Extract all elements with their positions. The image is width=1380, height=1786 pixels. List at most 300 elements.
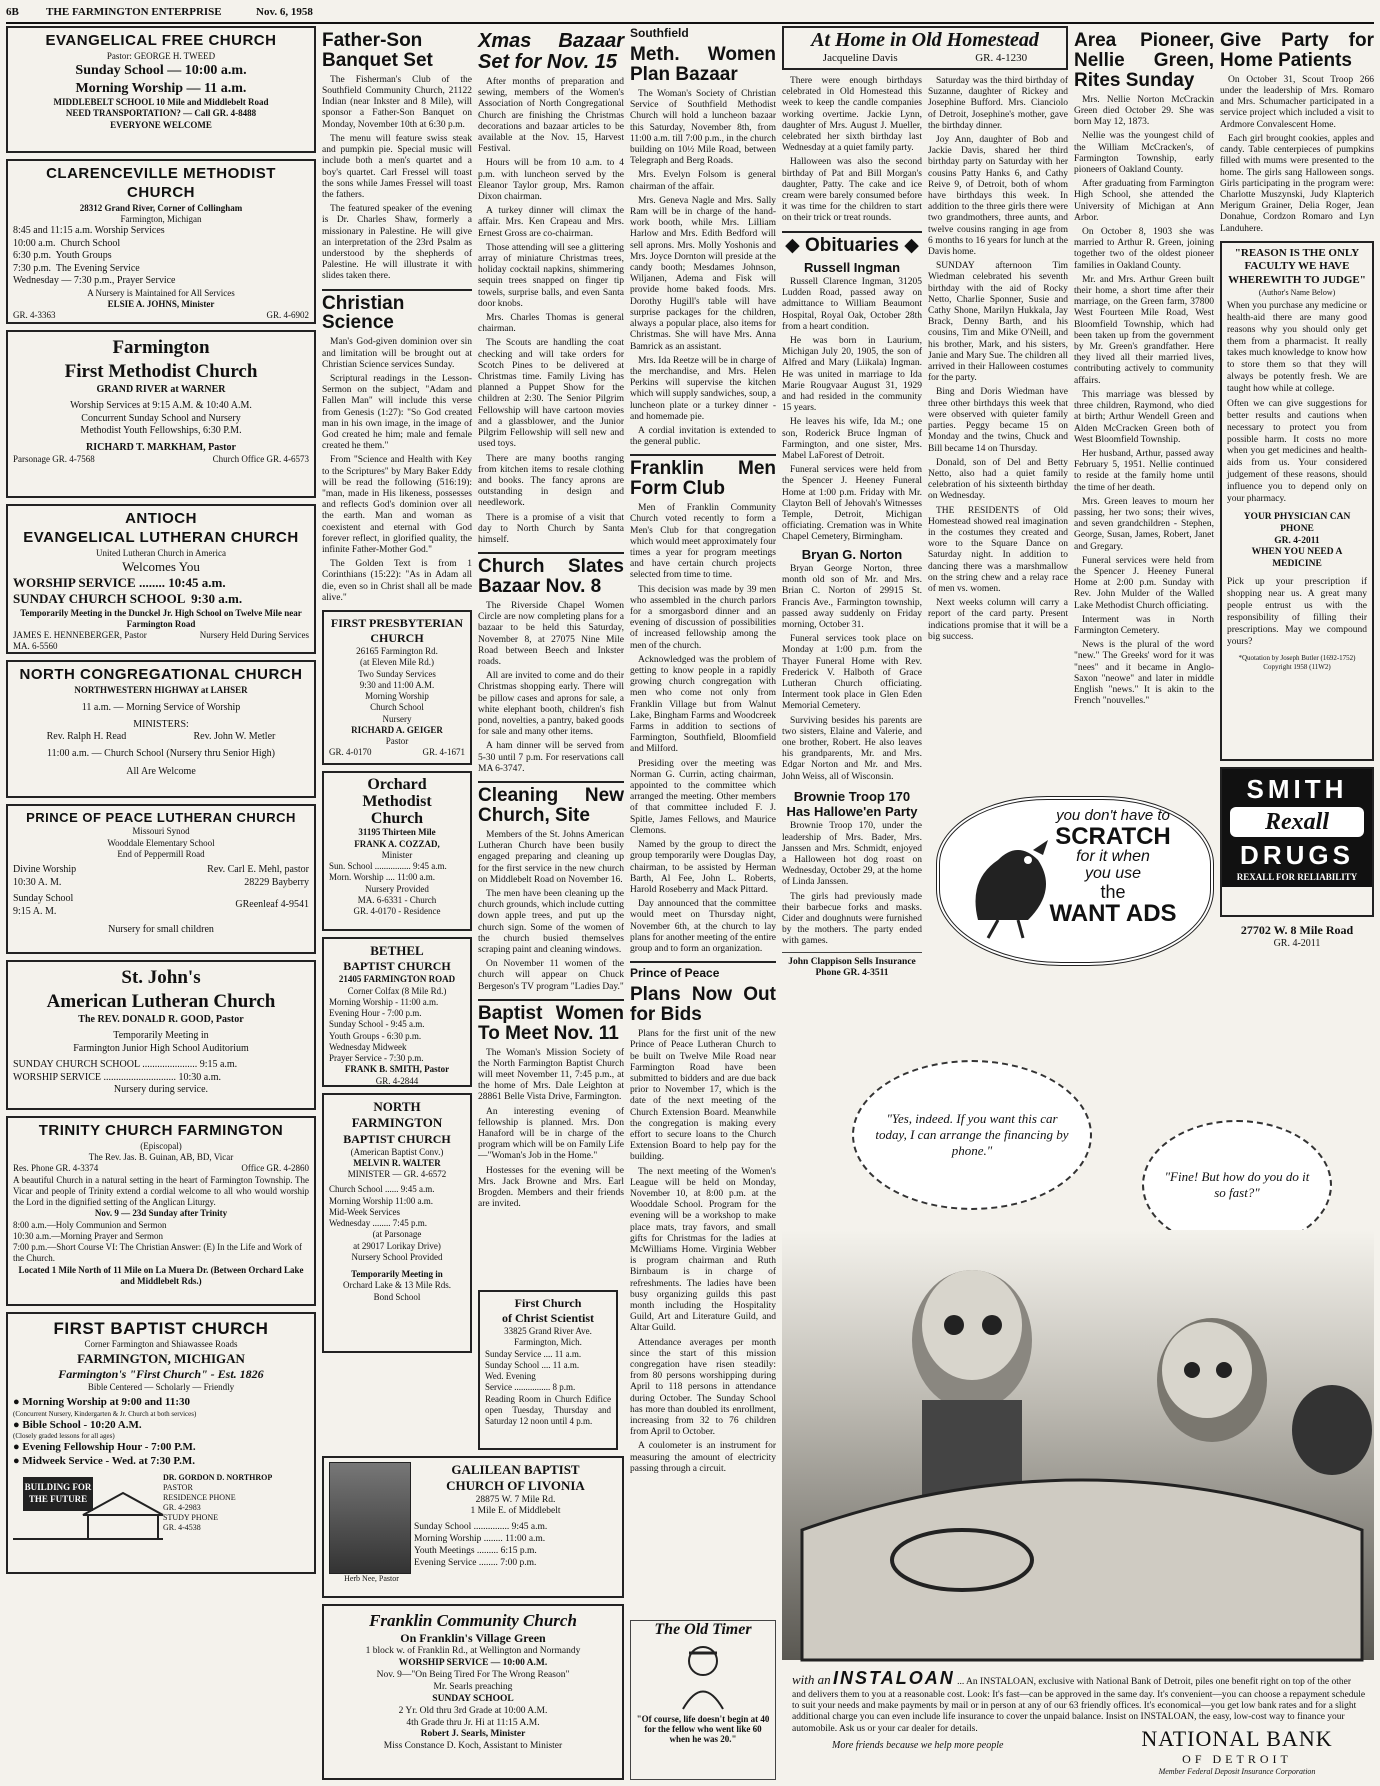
home-column-header bbox=[782, 26, 1068, 70]
ad-title: CLARENCEVILLE METHODIST CHURCH bbox=[46, 165, 276, 201]
article-meth-women bbox=[630, 26, 776, 448]
store-type: DRUGS bbox=[1240, 840, 1354, 871]
cartoon-title: The Old Timer bbox=[654, 1621, 752, 1638]
paragraph: Mrs. Ida Reetze will be in charge of the merchandise, and Mrs. Helen Perkins will supervise the kitchen which will supply sandwiches, soup, a luncheon plate or a turkey dinner - and homemade pie. bbox=[630, 355, 776, 422]
paragraph: The featured speaker of the evening is Dr. Charles Shaw, formerly a missionary in Palestine. He will give an interpretation of the 23rd Psalm as understood by the shepherds of Palestine. He will illustrate it with slides taken there. bbox=[322, 204, 472, 282]
phone: GR. 4-1671 bbox=[422, 747, 465, 758]
phone: GR. 4-3363 bbox=[13, 310, 56, 320]
service-line: Wednesday Midweek bbox=[329, 1041, 407, 1052]
ad-title: Franklin Community Church bbox=[369, 1611, 577, 1630]
bullet-icon: ● bbox=[13, 1418, 20, 1431]
ad-national-bank bbox=[782, 1060, 1374, 1780]
phone: GR. 4-4538 bbox=[163, 1522, 201, 1532]
photo-caption: Herb Nee, Pastor bbox=[344, 1574, 399, 1583]
service-line: Divine Worship bbox=[13, 864, 77, 875]
service-line: Sunday Service .... 11 a.m. bbox=[485, 1348, 582, 1359]
pastor-label: PASTOR bbox=[163, 1482, 193, 1492]
address: GRAND RIVER at WARNER bbox=[96, 383, 226, 395]
phone-label: STUDY PHONE bbox=[163, 1512, 219, 1522]
pastor: The REV. DONALD R. GOOD, Pastor bbox=[78, 1013, 244, 1025]
service-line: Morning Worship at 9:00 and 11:30 bbox=[22, 1396, 190, 1408]
headline: Franklin Men Form Club bbox=[630, 454, 776, 499]
headline: Cleaning New Church, Site bbox=[478, 781, 624, 826]
article-church-slates bbox=[478, 552, 624, 775]
car-photo bbox=[782, 1230, 1374, 1660]
paragraph: This decision was made by 39 men who assembled in the church parlors for a smorgasbord dinner and an evening of discussion of possibilities of increased fellowship among the men of the church. bbox=[630, 584, 776, 651]
service-line: Methodist Youth Fellowships, 6:30 P.M. bbox=[80, 425, 242, 436]
paragraph: Hostesses for the evening will be Mrs. Jack Browne and Mrs. Earl Brogden. Members and their friends are invited. bbox=[478, 1165, 624, 1210]
tagline: Farmington's "First Church" - Est. 1826 bbox=[58, 1366, 264, 1381]
pastor: Rev. Carl E. Mehl, pastor bbox=[207, 864, 309, 875]
old-timer-cartoon bbox=[630, 1620, 776, 1780]
ad-title: American Lutheran Church bbox=[46, 990, 276, 1012]
phone: Church Office GR. 4-6573 bbox=[212, 454, 309, 464]
service-line: Two Sunday Services bbox=[358, 668, 436, 679]
attribution: (Author's Name Below) bbox=[1258, 287, 1336, 297]
minister-label: Minister bbox=[381, 849, 413, 860]
ad-line: you use bbox=[1084, 864, 1142, 882]
service-line: Service ................ 8 p.m. bbox=[485, 1382, 576, 1393]
speech-bubble: "Yes, indeed. If you want this car today, I can arrange the financing by phone." bbox=[852, 1060, 1092, 1210]
paragraph: The Woman's Mission Society of the North Farmington Baptist Church will meet November 11, 7:45 p.m., at the home of Mrs. Dale Leighton at 28861 Belle Vista Drive, Farmington. bbox=[478, 1047, 624, 1103]
paragraph: Halloween was also the second birthday of Pat and Bill Morgan's daughter, Patty. The cake and ice cream were barely consumed before it was time for the children to start on their trick or treat rounds. bbox=[782, 157, 922, 224]
puppets-in-car-illustration bbox=[782, 1230, 1374, 1660]
tagline: Bible Centered — Scholarly — Friendly bbox=[87, 1381, 235, 1392]
column-4 bbox=[630, 26, 776, 1626]
paragraph: Scriptural readings in the Lesson-Sermon on the subject, "Adam and Fallen Man" will include this verse from Genesis (1:27): "So God created man in his own image, in the image of God created he him; male and female created he them." bbox=[322, 374, 472, 452]
service-line: 11 a.m. — Morning Service of Worship bbox=[81, 702, 241, 713]
minister: Rev. Ralph H. Read bbox=[46, 731, 127, 742]
headline: Xmas Bazaar Set for Nov. 15 bbox=[478, 30, 624, 73]
ad-line: the bbox=[1100, 881, 1126, 902]
paragraph: News is the plural of the word "new." The Greeks' word for it was "nees" and it became in Anglo-Saxon "neowe" and later in middle English "news." It is akin to the French "nouvelles." bbox=[1074, 640, 1214, 707]
paragraph: Man's God-given dominion over sin and limitation will be brought out at Christian Science services Sunday. bbox=[322, 337, 472, 370]
headline: Church Slates Bazaar Nov. 8 bbox=[478, 552, 624, 597]
column-5 bbox=[782, 76, 922, 978]
ad-title: BETHEL bbox=[370, 943, 424, 959]
paragraph: Next weeks column will carry a report of the card party. Present indications promise that it will be a big success. bbox=[928, 598, 1068, 642]
ad-copy: ... An INSTALOAN, exclusive with National Bank of Detroit, piles one benefit right on top of the other and delivers them to you at a reasonable cost. Look: It's fast—can be approved in the same day. It's convenient—you can choose a repayment schedule to suit your needs and make payments by mail or in person at any of our 63 friendly offices. It's economical—you get low bank rates and for a slight additional charge you can even include life insurance to cover the unpaid balance. Insist on INSTALOAN, the easy, low-cost way to finance your automobile. Ask us or your car dealer for details. bbox=[792, 1677, 1366, 1734]
vicar: The Rev. Jas. B. Guinan, AB, BD, Vicar bbox=[88, 1152, 234, 1162]
minister: Rev. John W. Metler bbox=[193, 731, 276, 742]
phone: GR. 4-1230 bbox=[975, 52, 1028, 64]
ad-evangelical-free bbox=[6, 26, 316, 153]
ad-title: St. John's bbox=[121, 967, 201, 988]
service-line: Morning Worship ........ 11:00 a.m. bbox=[414, 1534, 546, 1545]
phone: MA. 6-6331 - Church bbox=[357, 894, 437, 905]
location: Temporarily Meeting in the Dunckel Jr. High School on Twelve Mile near Farmington Road bbox=[20, 607, 302, 629]
paragraph: THE RESIDENTS of Old Homestead showed real imagination in the costumes they created and wore to the Square Dance on Saturday night. In addition to dancing there was a marshmallow on the string chew and a relay race of men vs. women. bbox=[928, 505, 1068, 594]
paragraph: After graduating from Farmington High School, she attended the University of Michigan at Ann Arbor. bbox=[1074, 179, 1214, 223]
service-time: 9:15 A. M. bbox=[13, 905, 57, 917]
service-line: Sunday School — 10:00 a.m. bbox=[75, 63, 247, 78]
ad-title: Church bbox=[370, 809, 424, 827]
welcome: EVERYONE WELCOME bbox=[110, 119, 212, 130]
ad-title: NORTH CONGREGATIONAL CHURCH bbox=[19, 666, 303, 683]
service-line: Wed. Evening bbox=[485, 1371, 536, 1381]
service-line: 2 Yr. Old thru 3rd Grade at 10:00 A.M. bbox=[398, 1705, 548, 1716]
service-line: WORSHIP SERVICE ........ 10:45 a.m. bbox=[13, 575, 226, 590]
phone: GR. 4-2844 bbox=[375, 1075, 419, 1086]
service-line: 8:00 a.m.—Holy Communion and Sermon bbox=[13, 1219, 167, 1230]
slogan: More friends because we help more people bbox=[832, 1740, 1004, 1751]
location: Located 1 Mile North of 11 Mile on La Muera Dr. (Between Orchard Lake and Middlebelt Rds.) bbox=[18, 1264, 304, 1286]
ad-title: EVANGELICAL LUTHERAN CHURCH bbox=[23, 528, 299, 546]
address: 31195 Thirteen Mile bbox=[358, 827, 436, 838]
location: Temporarily Meeting in bbox=[351, 1269, 443, 1280]
paragraph: Attendance averages per month since the start of this mission congregation have risen steadily: from 80 persons worshipping during April to 118 persons in attendance during October. The Sunday School has more than doubled its enrollment, increasing from 32 to 76 children from April to October. bbox=[630, 1337, 776, 1438]
ad-title: First Church bbox=[514, 1296, 582, 1310]
service-line: Morn. Worship .... 11:00 a.m. bbox=[329, 872, 436, 883]
paper-name: THE FARMINGTON ENTERPRISE bbox=[46, 6, 222, 18]
kicker: Prince of Peace bbox=[630, 961, 776, 980]
service-note: (Closely graded lessons for all ages) bbox=[13, 1432, 115, 1441]
pastor: RICHARD A. GEIGER bbox=[351, 724, 443, 735]
paragraph: Nellie was the youngest child of the William McCracken's, of Farmington Township, early pioneers of Oakland County. bbox=[1074, 131, 1214, 176]
page-number: 6B bbox=[6, 6, 19, 18]
paragraph: Acknowledged was the problem of getting to know people in a rapidly growing church congregation with men who come not only from Franklin Village but from Walnut Lake, Bingham Farms and Woodcreek Farms in addition to sections of Farmington, Southfield, Bloomfield and Milford. bbox=[630, 654, 777, 755]
paragraph: Members of the St. Johns American Lutheran Church have been busily engaged preparing and cleaning up for the first service in the new church on Middlebelt Road on November 16. bbox=[478, 829, 624, 885]
city: FARMINGTON, MICHIGAN bbox=[77, 1350, 245, 1366]
sermon: Nov. 9—"On Being Tired For The Wrong Reason" bbox=[376, 1670, 570, 1680]
minister-phone: MINISTER — GR. 4-6572 bbox=[347, 1169, 447, 1180]
ad-title: ANTIOCH bbox=[125, 510, 197, 527]
ad-title: NORTH bbox=[373, 1099, 421, 1115]
service-time: 10:30 A. M. bbox=[13, 876, 62, 888]
service-line: WORSHIP SERVICE — 10:00 A.M. bbox=[398, 1658, 548, 1669]
service-line: Morning Worship bbox=[365, 691, 429, 702]
city: Farmington, Mich. bbox=[514, 1337, 582, 1348]
kicker: Southfield bbox=[630, 26, 689, 40]
ad-title: Farmington bbox=[112, 337, 210, 358]
brand-logo: Rexall bbox=[1230, 807, 1364, 837]
ad-title: GALILEAN BAPTIST bbox=[451, 1462, 580, 1477]
location: Temporarily Meeting in bbox=[113, 1030, 209, 1041]
paragraph: From "Science and Health with Key to the Scriptures" by Mary Baker Eddy will be read the following (516:19): "man, made in His likeness, possesses and reflects God's dominion over all the earth. Man and woman as coexistent and eternal with God forever reflect, in glorified quality, the infinite Father-Mother God." bbox=[322, 455, 472, 556]
paragraph: The menu will feature swiss steak and pumpkin pie. Special music will include both a men's quartet and a boy's quartet. Carl Fressel will toast the sons while James Fressel will toast the fathers. bbox=[322, 133, 472, 200]
bank-city: OF DETROIT bbox=[1182, 1752, 1292, 1766]
article-xmas-bazaar bbox=[478, 28, 624, 546]
ad-title: FIRST PRESBYTERIAN CHURCH bbox=[330, 616, 464, 646]
service-line: 4th Grade thru Jr. Hi at 11:15 A.M. bbox=[406, 1717, 540, 1728]
minister: Robert J. Searls, Minister bbox=[420, 1729, 526, 1740]
service-line: Wednesday ........ 7:45 p.m. bbox=[329, 1218, 428, 1229]
assistant: Miss Constance D. Koch, Assistant to Minister bbox=[383, 1741, 563, 1752]
service-line: 7:00 p.m.—Short Course VI: The Christian Answer: (E) In the Life and Work of the Church. bbox=[13, 1242, 302, 1264]
paragraph: Each girl brought cookies, apples and candy. Table centerpieces of pumpkins filled with mums were presented to the home. The girls sang Halloween songs. Girls participating in the program were: Charlotte Muszynski, Judy Klapterich Merigum Grainer, Delia Roger, Jean Donahue, Cordzon Romaro and Lyn Landuhere. bbox=[1220, 133, 1374, 234]
paragraph: Day announced that the committee would meet on Thursday night, November 6th, at the church to lay plans for another meeting of the entire group and to form an organization. bbox=[630, 899, 776, 954]
nursery: Nursery Provided bbox=[365, 883, 429, 894]
paragraph: Donald, son of Del and Betty Netto, also had a quiet family celebration of his sixteenth birthday on Wednesday. bbox=[928, 457, 1068, 502]
cta: YOUR PHYSICIAN CAN PHONE bbox=[1243, 511, 1351, 534]
column-8 bbox=[1220, 26, 1374, 1026]
minister: MELVIN R. WALTER bbox=[353, 1157, 441, 1168]
headline: Baptist Women To Meet Nov. 11 bbox=[478, 999, 624, 1044]
church-directory-column bbox=[6, 26, 316, 1782]
ad-line: WANT ADS bbox=[1049, 900, 1177, 928]
service-line: SUNDAY SCHOOL bbox=[432, 1693, 514, 1704]
phone: GR. 4-2983 bbox=[163, 1502, 201, 1512]
subtitle: Missouri Synod bbox=[132, 826, 190, 837]
ad-galilean-baptist bbox=[322, 1456, 624, 1598]
instaloan-logo: INSTALOAN bbox=[833, 1668, 955, 1688]
ad-title: Orchard bbox=[367, 776, 427, 794]
nursery: Nursery School Provided bbox=[351, 1251, 443, 1262]
paragraph: Saturday was the third birthday of Suzanne, daughter of Rickey and Josephine Bufford. Mrs. Cianciolo of Detroit, Josephine's mother, gave the birthday dinner. bbox=[928, 76, 1068, 131]
bullet-icon: ● bbox=[13, 1396, 20, 1408]
ad-title: BAPTIST CHURCH bbox=[343, 1131, 451, 1146]
article-prince-bids bbox=[630, 961, 776, 1475]
paragraph: Hours will be from 10 a.m. to 4 p.m. with luncheon served by the Eleanor Taylor group, Mrs. Ramon Dixon chairman. bbox=[478, 158, 624, 203]
service-line: Morning Worship 11:00 a.m. bbox=[329, 1195, 434, 1206]
paragraph: Russell Clarence Ingman, 31205 Ludden Road, passed away on admittance to William Beaumont Hospital, Royal Oak, October 28th from a heart condition. bbox=[782, 276, 922, 332]
ad-christ-scientist bbox=[478, 1290, 618, 1450]
paragraph: Funeral services took place on Monday at 1:00 p.m. from the Thayer Funeral Home with Rev. Frederick V. Halboth of Grace Lutheran Church officiating. Interment took place in Glen Eden Memorial Cemetery. bbox=[782, 634, 922, 712]
paragraph: Named by the group to direct the group temporarily were Douglas Day, chairman, to be assisted by Herman Barth, Al Fee, John L. Roberts, Harold Roseberry and Mack Pittard. bbox=[630, 840, 776, 895]
service-line: Mid-Week Services bbox=[329, 1206, 401, 1217]
paragraph: Surviving besides his parents are two sisters, Elaine and Valerie, and one brother, Robert. He also leaves his grandparents, Mr. and Mrs. Edgar Norton and Mr. and Mrs. John Weiss, all of Wisconsin. bbox=[782, 715, 922, 782]
headline: Plans Now Out for Bids bbox=[630, 984, 776, 1026]
address: 33825 Grand River Ave. bbox=[504, 1326, 592, 1336]
page-header bbox=[6, 4, 1374, 24]
ad-first-presbyterian bbox=[322, 610, 472, 765]
service-line: Youth Groups - 6:30 p.m. bbox=[329, 1030, 422, 1041]
subtitle: (American Baptist Conv.) bbox=[350, 1146, 444, 1157]
subtitle: (Episcopal) bbox=[140, 1140, 182, 1151]
phone: Office GR. 4-2860 bbox=[241, 1163, 309, 1174]
headline: Christian Science bbox=[322, 289, 472, 334]
headline: Area Pioneer, Nellie Green, Rites Sunday bbox=[1074, 30, 1214, 91]
address: 28229 Bayberry bbox=[244, 876, 309, 888]
paragraph: Mrs. Green leaves to mourn her passing, her two sons; their wives, and seven grandchildren - Stephen, George, Susan, James, Robert, Janet and Gregary. bbox=[1074, 496, 1214, 552]
ad-title: CHURCH OF LIVONIA bbox=[446, 1478, 585, 1494]
preacher: Mr. Searls preaching bbox=[433, 1681, 513, 1692]
paragraph: Mrs. Charles Thomas is general chairman. bbox=[478, 313, 624, 335]
service-line: Sunday School bbox=[13, 893, 74, 904]
nursery: A Nursery is Maintained for All Services bbox=[87, 287, 235, 298]
phone: MA. 6-5560 bbox=[13, 641, 58, 652]
article-franklin-men bbox=[630, 454, 776, 955]
address: 1 block w. of Franklin Rd., at Wellington and Normandy bbox=[365, 1646, 581, 1657]
paragraph: The Golden Text is from 1 Corinthians (15:22): "As in Adam all die, even so in Christ shall all be made alive." bbox=[322, 559, 472, 603]
service-line: Church School ...... 9:45 a.m. bbox=[329, 1184, 435, 1195]
nursery: Nursery during service. bbox=[113, 1084, 209, 1095]
bullet-icon: ● bbox=[13, 1454, 20, 1467]
service-line: at 29017 Lorikay Drive) bbox=[353, 1240, 441, 1251]
paragraph: He was born in Laurium, Michigan July 20, 1905, the son of Alfred and Mary (Liikala) Ingman. He was united in marriage to Ida Marie Rougvaar August 31, 1929 and had resided in the community 15 years. bbox=[782, 335, 922, 414]
ad-prince-of-peace bbox=[6, 804, 316, 954]
paragraph: Mrs. Evelyn Folsom is general chairman of the affair. bbox=[630, 170, 776, 192]
speech-bubble: "Fine! But how do you do it so fast?" bbox=[1142, 1120, 1332, 1250]
paragraph: An interesting evening of fellowship is planned. Mrs. Don Hanaford will be in charge of the program which will be on Family Life—"Woman's Job in the Home." bbox=[478, 1106, 624, 1162]
pastor: DR. GORDON D. NORTHROP bbox=[163, 1472, 273, 1482]
paragraph: Often we can give suggestions for better results and cautions when necessary to protect you from possible harm. It costs no more when you get medicines and health-aids from us. Your considered judgement of these reasons, should influence you to depend only on your pharmacy. bbox=[1227, 398, 1367, 504]
ad-title: "REASON IS THE ONLY FACULTY WE HAVE WHEREWITH TO JUDGE" bbox=[1228, 246, 1366, 287]
location: End of Peppermill Road bbox=[117, 848, 205, 859]
welcome: All Are Welcome bbox=[126, 766, 196, 777]
location: Orchard Lake & 13 Mile Rds. bbox=[343, 1280, 451, 1291]
ad-orchard-methodist bbox=[322, 771, 472, 931]
headline: Brownie Troop 170 Has Hallowe'en Party bbox=[786, 788, 918, 820]
ad-title: EVANGELICAL FREE CHURCH bbox=[45, 32, 277, 49]
reading-room: Reading Room in Church Edifice open Tuesday, Thursday and Saturday 12 noon until 4 p.m. bbox=[485, 1393, 611, 1426]
service-line: Evening Hour - 7:00 p.m. bbox=[329, 1008, 422, 1019]
service-line: 11:00 a.m. — Church School (Nursery thru Senior High) bbox=[47, 747, 275, 759]
city: Farmington, Michigan bbox=[120, 213, 202, 224]
fdic: Member Federal Deposit Insurance Corporation bbox=[1158, 1767, 1316, 1776]
store-name: SMITH bbox=[1246, 773, 1348, 804]
ad-title: Methodist bbox=[362, 792, 432, 810]
ad-north-congregational bbox=[6, 660, 316, 798]
paragraph: Her husband, Arthur, passed away February 5, 1951. Nellie continued to reside at the family home until the time of her death. bbox=[1074, 448, 1214, 493]
pastor: RICHARD T. MARKHAM, Pastor bbox=[86, 441, 236, 453]
address: (at Eleven Mile Rd.) bbox=[360, 657, 434, 668]
paragraph: Mrs. Nellie Norton McCrackin Green died October 29. She was born May 12, 1873. bbox=[1074, 94, 1214, 128]
paragraph: There were enough birthdays celebrated in Old Homestead this week to keep the candle companies working overtime. Jackie Lynn, daughter of Mrs. August J. Mueller, celebrated her sixth birthday last Wednesday at a quiet family party. bbox=[782, 76, 922, 154]
location: MIDDLEBELT SCHOOL 10 Mile and Middlebelt Road bbox=[53, 97, 269, 107]
insurance-notice: John Clappison Sells Insurance Phone GR. 4-3511 bbox=[788, 956, 916, 978]
column-6 bbox=[928, 76, 1068, 766]
address: Corner Colfax (8 Mile Rd.) bbox=[347, 985, 447, 996]
column-3 bbox=[478, 26, 624, 1326]
minister: ELSIE A. JOHNS, Minister bbox=[107, 298, 215, 309]
address: 21405 FARMINGTON ROAD bbox=[338, 974, 456, 985]
paragraph: SUNDAY afternoon Tim Wiedman celebrated his seventh birthday with the aid of Rocky Netto, Charlie Sponner, Susie and Cathy Shone, Marilyn Hukkala, Jay Brack, Denny Barth, and his cousins, Tim and Mike O'Neill, and his brother, Mark, and his sisters, Janie and Mary Sue. The children all arrived in their Halloween costumes for the party. bbox=[928, 261, 1068, 384]
service-line: Church School bbox=[370, 702, 424, 713]
paragraph: Interment was in North Farmington Cemetery. bbox=[1074, 614, 1214, 636]
paragraph: Bing and Doris Wiedman have three other birthdays this week that were observed with quieter family parties. Peggy became 15 on Monday and the twins, Chuck and Bill became 14 on Thursday. bbox=[928, 387, 1068, 454]
phone: GReenleaf 4-9541 bbox=[235, 899, 309, 910]
bank-name: NATIONAL BANK bbox=[1141, 1726, 1333, 1751]
service-line: Sunday School .... 11 a.m. bbox=[485, 1359, 580, 1370]
paragraph: He leaves his wife, Ida M.; one son, Roderick Bruce Ingman of Farmington, and one sister, Mrs. Mabel LaForest of Detroit. bbox=[782, 417, 922, 461]
paragraph: The Fisherman's Club of the Southfield Community Church, 21122 Indian (near Inkster and 8 Mile), will sponsor a Father-Son Banquet on Monday, November 10th at 6:30 p.m. bbox=[322, 74, 472, 130]
headline: Father-Son Banquet Set bbox=[322, 30, 433, 71]
store-phone: GR. 4-2011 bbox=[1273, 937, 1321, 949]
paragraph: There are many booths ranging from kitchen items to resale clothing and books. The fancy aprons are outstanding in design and needlework. bbox=[478, 453, 624, 509]
ad-title: PRINCE OF PEACE LUTHERAN CHURCH bbox=[26, 810, 296, 825]
obituaries-heading bbox=[782, 231, 922, 256]
service-line: Evening Fellowship Hour - 7:00 P.M. bbox=[22, 1441, 196, 1453]
service-line: Morning Worship - 11:00 a.m. bbox=[329, 996, 439, 1007]
paragraph: Pick up your prescription if shopping near us. A great many people entrust us with the responsibility of filling their prescriptions. May we compound yours? bbox=[1227, 577, 1367, 647]
service-line: (at Parsonage bbox=[372, 1229, 422, 1240]
building-sign: BUILDING FOR THE FUTURE bbox=[23, 1477, 93, 1511]
paragraph: The Woman's Society of Christian Service of Southfield Methodist Church will hold a luncheon bazaar this Saturday, November 8th, from 11:00 a.m. till 7:00 p.m., in the church building on 10½ Mile Road, between Telegraph and Berg Roads. bbox=[630, 89, 776, 167]
nursery: Nursery Held During Services bbox=[199, 630, 309, 640]
ad-title: TRINITY CHURCH FARMINGTON bbox=[38, 1122, 284, 1139]
paragraph: Funeral services were held from the Spencer J. Heeney Funeral Home at 2:00 p.m. Sunday with Rev. John Mulder of the Walled Lake Methodist Church officiating. bbox=[1074, 555, 1214, 611]
home-column-body-b bbox=[928, 76, 1068, 643]
ad-first-methodist bbox=[6, 330, 316, 498]
paragraph: Plans for the first unit of the new Prince of Peace Lutheran Church to be built on Twelve Mile Road near Farmington Road have been submitted to bidders and are due back prior to November 17, which is the date of the next meeting of the Church Extension Board. Meanwhile the congregation is making every effort to secure loans to the Church Extension Board to help pay for the building. bbox=[630, 1029, 776, 1163]
paragraph: When you purchase any medicine or health-aid there are many good reasons why you should only get them from a pharmacist. It really takes much knowledge to know how to store them so that they will always be potently fresh. We are taught how while at college. bbox=[1227, 300, 1367, 395]
paragraph: Mr. and Mrs. Arthur Green built their home, a short time after their marriage, on the Green farm, 37800 West Fourteen Mile Road, West Bloomfield Township, which had been taken up from the government by Mr. Green's grandfather. Here they lived all their married lives, contributing actively to community affairs. bbox=[1074, 274, 1214, 386]
address: Corner Farmington and Shiawassee Roads bbox=[84, 1339, 238, 1350]
ad-title: of Christ Scientist bbox=[502, 1311, 594, 1325]
paragraph: Mrs. Geneva Nagle and Mrs. Sally Ram will be in charge of the hand-work booth, while Mrs. Lilliam Harlow and Mrs. Edith Bedford will sell aprons. Mrs. Molly Yoshonis and Mrs. Joyce Dornton will preside at the candy booth; Mesdames Johnson, Wiljanen, Adema and Fisk will provide home baked foods. Mrs. Dorothy Hugill's table will have surprise packages for the children, always a popular place, also items for Christmas. She will have Mrs. Anna Bamrick as an assistant. bbox=[630, 195, 776, 352]
paragraph: Joy Ann, daughter of Bob and Jackie Davis, shared her third birthday party on Saturday with her cousins Patty Hanks 6, and Cathy Reive 9, of Detroit, both of whom have birthdays this week. In addition to the three girls there were two grandmothers, three aunts, and twelve cousins ranging in age from 6 months to 16 years for lunch at the Davis home. bbox=[928, 135, 1068, 258]
phone: GR. 4-0170 - Residence bbox=[353, 906, 441, 917]
paragraph: Those attending will see a glittering array of miniature Christmas trees, holiday cocktail napkins, shimmering sequin trees snapped on finger tip towels, surprise balls, and even Santa door knobs. bbox=[478, 242, 624, 309]
star-icon: ◆ bbox=[898, 234, 919, 256]
phone: GR. 4-0170 bbox=[329, 747, 372, 758]
address: 1 Mile E. of Middlebelt bbox=[470, 1506, 561, 1517]
ad-pharmacy-reason bbox=[1220, 241, 1374, 761]
service-line: Prayer Service - 7:30 p.m. bbox=[329, 1053, 424, 1064]
service-date: Nov. 9 — 23d Sunday after Trinity bbox=[94, 1208, 228, 1219]
old-timer-figure-icon bbox=[653, 1639, 753, 1709]
service-line: Concurrent Sunday School and Nursery bbox=[81, 412, 241, 424]
paragraph: A coulometer is an instrument for measuring the amount of electricity passing through a circuit. bbox=[630, 1441, 776, 1474]
ad-line: for it when bbox=[1076, 847, 1150, 865]
bullet-icon: ● bbox=[13, 1441, 20, 1453]
ad-title: BAPTIST CHURCH bbox=[343, 959, 451, 974]
address: NORTHWESTERN HIGHWAY at LAHSER bbox=[74, 684, 248, 695]
service-line: Worship Services at 9:15 A.M. & 10:40 A.M. bbox=[70, 400, 252, 411]
article-baptist-women bbox=[478, 999, 624, 1211]
transport: NEED TRANSPORTATION? — Call GR. 4-8488 bbox=[65, 108, 257, 119]
paragraph: A cordial invitation is extended to the general public. bbox=[630, 425, 776, 448]
paragraph: On November 11 women of the church will appear on Chuck Bergeson's TV program "Ladies Day." bbox=[478, 959, 624, 992]
building-illustration bbox=[13, 1473, 163, 1543]
cta: WHEN YOU NEED A MEDICINE bbox=[1251, 547, 1343, 570]
paragraph: The next meeting of the Women's League will be held on Monday, November 10, at 8:00 p.m. at the Wooddale School. Program for the evening will be a workshop to make place mats, tray favors, and small gifts for Christmas for the ladies at McWilliams Home. Virginia Webber is program chairman and Ruth Birnbaum is in charge of refreshments. The ladies have been busy organizing guilds this past month including the Hospitality Guild, Art and Literature Guild, and Altar Guild. bbox=[630, 1166, 776, 1334]
ad-title: First Methodist Church bbox=[64, 360, 258, 382]
service-line: Youth Meetings ......... 6:15 p.m. bbox=[414, 1546, 537, 1556]
schedule: 8:45 and 11:15 a.m. Worship Services 10:00 a.m. Church School 6:30 p.m. Youth Groups 7:30 p.m. The Evening Service Wednesday — 7:30 p.m., Prayer Service bbox=[13, 225, 176, 286]
ad-smith-rexall bbox=[1220, 767, 1374, 917]
paragraph: On October 8, 1903 she was married to Arthur R. Green, joining together two of the oldest pioneer families in Oakland County. bbox=[1074, 227, 1214, 271]
church-building-icon bbox=[13, 1473, 163, 1543]
issue-date: Nov. 6, 1958 bbox=[256, 6, 313, 18]
service-line: 10:30 a.m.—Morning Prayer and Sermon bbox=[13, 1230, 163, 1241]
store-address: 27702 W. 8 Mile Road bbox=[1240, 922, 1354, 937]
paragraph: After months of preparation and sewing, members of the Women's Association of North Congregational Church are finishing the Christmas decorations and bazaar articles to be available at the Nov. 15, Harvest Festival. bbox=[478, 77, 624, 155]
obituary-name: Russell Ingman bbox=[803, 259, 901, 275]
ad-title: FIRST BAPTIST CHURCH bbox=[53, 1319, 269, 1338]
paragraph: There is a promise of a visit that day to North Church by Santa himself. bbox=[478, 512, 624, 545]
address: 26165 Farmington Rd. bbox=[356, 646, 438, 657]
phone: Parsonage GR. 4-7568 bbox=[13, 454, 95, 464]
welcome: Welcomes You bbox=[122, 558, 200, 574]
ad-want-ads bbox=[928, 790, 1214, 965]
article-brownie bbox=[782, 789, 922, 979]
paragraph: On October 31, Scout Troop 266 under the leadership of Mrs. Romaro and Mrs. Schumacher participated in a service project which included a visit to Ardmore Convalescent Home. bbox=[1220, 74, 1374, 130]
copyright: Copyright 1958 (11W2) bbox=[1263, 663, 1331, 672]
article-cleaning bbox=[478, 781, 624, 993]
subtitle: United Lutheran Church in America bbox=[96, 547, 226, 558]
paragraph: The men have been cleaning up the church grounds, which include cutting down apple trees, and put up the church sign. Some of the women of the church busied themselves scraping paint and cleaning windows. bbox=[478, 888, 624, 955]
minister: FRANK A. COZZAD, bbox=[354, 838, 440, 849]
cta-phone: GR. 4-2011 bbox=[1274, 535, 1320, 546]
service-line: Bible School - 10:20 A.M. bbox=[22, 1418, 142, 1431]
paragraph: Bryan George Norton, three month old son of Mr. and Mrs. Brian C. Norton of 29915 St. Francis Ave., Farmington township, passed away suddenly on Friday morning, October 31. bbox=[782, 563, 922, 630]
service-line: Sunday School ............... 9:45 a.m. bbox=[414, 1522, 548, 1533]
address: 28312 Grand River, Corner of Collingham bbox=[79, 202, 243, 213]
obituaries bbox=[782, 231, 922, 783]
paragraph: Funeral services were held from the Spencer J. Heeney Funeral Home at 1:00 p.m. Friday with Mr. Clayton Bell of Jehovah's Witnesses Temple, Detroit, Michigan officiating. Cremation was in White Chapel Cemetery, Birmingham. bbox=[782, 465, 922, 543]
paragraph: A ham dinner will be served from 5-30 until 7 p.m. For reservations call MA 6-3747. bbox=[478, 741, 624, 774]
byline: Jacqueline Davis bbox=[822, 52, 898, 64]
address: 28875 W. 7 Mile Rd. bbox=[475, 1494, 556, 1505]
ad-line: SCRATCH bbox=[1055, 822, 1171, 850]
paragraph: The Riverside Chapel Women Circle are now completing plans for a bazaar to be held this Saturday, November 8, at 27075 Nine Mile Road between Beech and Inkster roads. bbox=[478, 601, 624, 668]
service-line: 9:30 and 11:00 A.M. bbox=[359, 679, 435, 690]
service-line: Morning Worship — 11 a.m. bbox=[75, 80, 247, 96]
ad-bethel-baptist bbox=[322, 937, 472, 1087]
pastor-photo bbox=[329, 1462, 414, 1584]
